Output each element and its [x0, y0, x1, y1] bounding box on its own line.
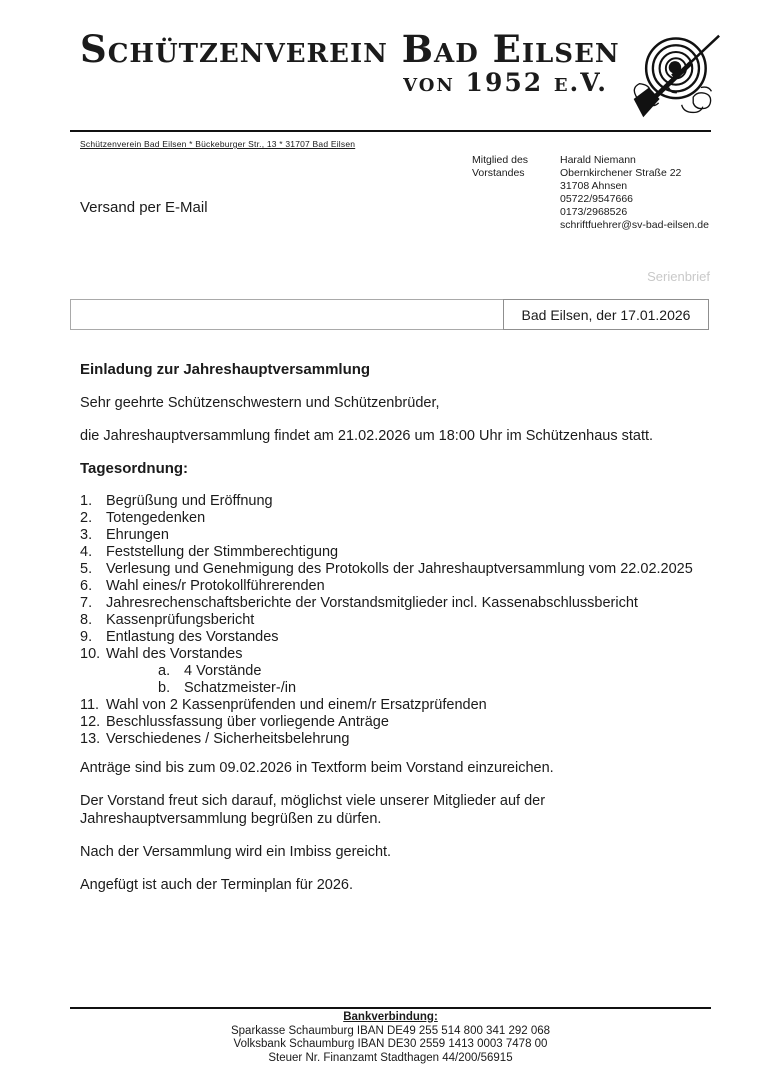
- contact-name: Harald Niemann: [560, 154, 636, 166]
- agenda-item: 2. Totengedenken: [80, 510, 206, 526]
- bank-line-sparkasse: Sparkasse Schaumburg IBAN DE49 255 514 800 341 292 068: [230, 1024, 551, 1037]
- agenda-heading: Tagesordnung:: [80, 460, 189, 477]
- closing-paragraph-4: Angefügt ist auch der Terminplan für 2026.: [80, 877, 353, 893]
- contact-phone: 05722/9547666: [560, 193, 633, 205]
- delivery-note: Versand per E-Mail: [80, 199, 208, 216]
- intro-paragraph: die Jahreshauptversammlung findet am 21.02.2026 um 18:00 Uhr im Schützenhaus statt.: [80, 428, 654, 444]
- agenda-subitem: b. Schatzmeister-/in: [158, 680, 297, 696]
- contact-mobile: 0173/2968526: [560, 206, 628, 218]
- sender-return-address: Schützenverein Bad Eilsen * Bückeburger Str., 13 * 31707 Bad Eilsen: [80, 139, 356, 149]
- address-date-row: [70, 299, 709, 330]
- org-name: Schützenverein Bad Eilsen: [80, 27, 620, 71]
- contact-details: [560, 154, 760, 232]
- header-divider: [70, 130, 711, 132]
- agenda-item: 11. Wahl von 2 Kassenprüfenden und einem/r Ersatzprüfenden: [80, 697, 487, 713]
- agenda-item: 7. Jahresrechenschaftsberichte der Vorstandsmitglieder incl. Kassenabschlussbericht: [80, 595, 638, 611]
- contact-street: Obernkirchener Straße 22: [560, 167, 682, 179]
- contact-city: 31708 Ahnsen: [560, 180, 628, 192]
- agenda-item: 9. Entlastung des Vorstandes: [80, 629, 279, 645]
- agenda-item: 4. Feststellung der Stimmberechtigung: [80, 544, 339, 560]
- agenda-item: 10. Wahl des Vorstandes: [80, 646, 243, 662]
- contact-email: schriftfuehrer@sv-bad-eilsen.de: [560, 219, 709, 231]
- agenda-item: 5. Verlesung und Genehmigung des Protokolls der Jahreshauptversammlung vom 22.02.2025: [80, 561, 693, 577]
- agenda-item: 13. Verschiedenes / Sicherheitsbelehrung: [80, 731, 350, 747]
- agenda-subitem: a. 4 Vorstände: [158, 663, 262, 679]
- closing-paragraph-2: Der Vorstand freut sich darauf, möglichst viele unserer Mitglieder auf der Jahreshauptversammlung begrüßen zu dürfen.: [80, 793, 546, 827]
- closing-paragraph-1: Anträge sind bis zum 09.02.2026 in Textform beim Vorstand einzureichen.: [80, 760, 554, 776]
- footer-divider: [70, 1007, 711, 1009]
- bank-heading: Bankverbindung:: [343, 1011, 438, 1023]
- salutation: Sehr geehrte Schützenschwestern und Schützenbrüder,: [80, 395, 440, 411]
- agenda-item: 3. Ehrungen: [80, 527, 169, 543]
- club-target-rifle-logo: [626, 26, 722, 126]
- agenda-item: 8. Kassenprüfungsbericht: [80, 612, 255, 628]
- serienbrief-watermark: Serienbrief: [647, 269, 710, 284]
- org-subtitle: von 1952 e.V.: [403, 68, 608, 97]
- tax-number-line: Steuer Nr. Finanzamt Stadthagen 44/200/56915: [268, 1051, 513, 1064]
- footer-bank-details: [70, 1011, 711, 1065]
- agenda-item: 6. Wahl eines/r Protokollführerenden: [80, 578, 325, 594]
- agenda-list: [80, 493, 712, 748]
- dateline: Bad Eilsen, der 17.01.2026: [521, 306, 691, 323]
- bank-line-volksbank: Volksbank Schaumburg IBAN DE30 2559 1413 0003 7478 00: [233, 1038, 548, 1050]
- letter-body: [80, 361, 712, 909]
- dateline-box: [503, 299, 709, 330]
- subject-line: Einladung zur Jahreshauptversammlung: [80, 361, 371, 378]
- contact-role-label: Mitglied des Vorstandes: [472, 154, 529, 179]
- recipient-address-box: [70, 299, 503, 330]
- agenda-item: 12. Beschlussfassung über vorliegende Anträge: [80, 714, 389, 730]
- closing-paragraph-3: Nach der Versammlung wird ein Imbiss gereicht.: [80, 844, 392, 860]
- agenda-item: 1. Begrüßung und Eröffnung: [80, 493, 273, 509]
